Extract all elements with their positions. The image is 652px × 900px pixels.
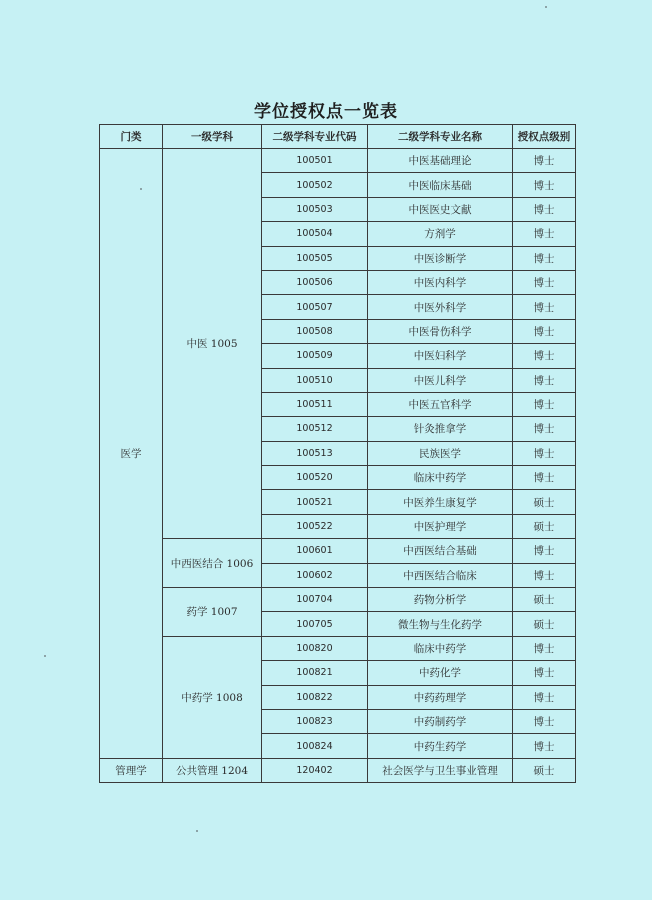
authorization-level-cell: 博士 [513,392,576,416]
subject-name-cell: 微生物与生化药学 [368,612,513,636]
subject-name-cell: 药物分析学 [368,588,513,612]
authorization-level-cell: 硕士 [513,758,576,782]
subject-name-cell: 中医养生康复学 [368,490,513,514]
subject-code-cell: 100704 [262,588,368,612]
table-row [100,149,576,173]
category-cell: 管理学 [100,758,163,782]
authorization-level-cell: 博士 [513,246,576,270]
subject-name-cell: 方剂学 [368,222,513,246]
subject-code-cell: 100510 [262,368,368,392]
first-level-subject-cell: 药学 1007 [163,588,262,637]
table-row [100,588,576,612]
authorization-level-cell: 博士 [513,709,576,733]
subject-name-cell: 中西医结合临床 [368,563,513,587]
subject-name-cell: 中医诊断学 [368,246,513,270]
first-level-subject-cell: 公共管理 1204 [163,758,262,782]
table-row [100,758,576,782]
subject-code-cell: 100822 [262,685,368,709]
header-authorization-level: 授权点级别 [513,125,576,149]
subject-name-cell: 中医护理学 [368,514,513,538]
subject-code-cell: 100521 [262,490,368,514]
subject-code-cell: 100506 [262,270,368,294]
authorization-level-cell: 博士 [513,636,576,660]
subject-name-cell: 中医内科学 [368,270,513,294]
authorization-level-cell: 博士 [513,734,576,758]
subject-name-cell: 中医临床基础 [368,173,513,197]
subject-code-cell: 100504 [262,222,368,246]
authorization-level-cell: 硕士 [513,588,576,612]
subject-code-cell: 100508 [262,319,368,343]
subject-name-cell: 中西医结合基础 [368,539,513,563]
scan-speck [140,188,142,190]
authorization-level-cell: 博士 [513,173,576,197]
first-level-subject-cell: 中西医结合 1006 [163,539,262,588]
subject-code-cell: 100501 [262,149,368,173]
table-body [100,149,576,783]
header-second-level-code: 二级学科专业代码 [262,125,368,149]
scan-speck [44,655,46,657]
subject-code-cell: 100821 [262,661,368,685]
authorization-level-cell: 博士 [513,685,576,709]
first-level-subject-cell: 中药学 1008 [163,636,262,758]
subject-code-cell: 100522 [262,514,368,538]
authorization-level-cell: 博士 [513,295,576,319]
subject-name-cell: 针灸推拿学 [368,417,513,441]
authorization-level-cell: 博士 [513,344,576,368]
subject-code-cell: 100823 [262,709,368,733]
table-row [100,636,576,660]
subject-code-cell: 100513 [262,441,368,465]
subject-name-cell: 社会医学与卫生事业管理 [368,758,513,782]
category-cell: 医学 [100,149,163,759]
authorization-level-cell: 硕士 [513,612,576,636]
subject-name-cell: 中药生药学 [368,734,513,758]
subject-name-cell: 中药药理学 [368,685,513,709]
header-category: 门类 [100,125,163,149]
subject-code-cell: 100705 [262,612,368,636]
subject-code-cell: 100520 [262,466,368,490]
subject-name-cell: 民族医学 [368,441,513,465]
subject-code-cell: 100509 [262,344,368,368]
header-second-level-name: 二级学科专业名称 [368,125,513,149]
subject-name-cell: 中医儿科学 [368,368,513,392]
subject-code-cell: 100512 [262,417,368,441]
authorization-level-cell: 博士 [513,149,576,173]
header-first-level-subject: 一级学科 [163,125,262,149]
authorization-level-cell: 博士 [513,661,576,685]
subject-code-cell: 100507 [262,295,368,319]
subject-code-cell: 100601 [262,539,368,563]
subject-code-cell: 100820 [262,636,368,660]
authorization-level-cell: 博士 [513,441,576,465]
authorization-level-cell: 博士 [513,368,576,392]
authorization-level-cell: 博士 [513,417,576,441]
scan-speck [196,830,198,832]
subject-name-cell: 临床中药学 [368,636,513,660]
subject-code-cell: 120402 [262,758,368,782]
page-title: 学位授权点一览表 [254,102,398,122]
subject-name-cell: 中医妇科学 [368,344,513,368]
first-level-subject-cell: 中医 1005 [163,149,262,539]
authorization-level-cell: 博士 [513,270,576,294]
subject-code-cell: 100824 [262,734,368,758]
authorization-level-cell: 博士 [513,222,576,246]
degree-authorization-table [99,124,576,783]
subject-code-cell: 100505 [262,246,368,270]
authorization-level-cell: 博士 [513,539,576,563]
subject-name-cell: 中医基础理论 [368,149,513,173]
subject-name-cell: 中医五官科学 [368,392,513,416]
authorization-level-cell: 博士 [513,563,576,587]
subject-name-cell: 中医外科学 [368,295,513,319]
subject-name-cell: 中医医史文献 [368,197,513,221]
authorization-level-cell: 硕士 [513,514,576,538]
subject-name-cell: 中药制药学 [368,709,513,733]
subject-code-cell: 100511 [262,392,368,416]
subject-code-cell: 100602 [262,563,368,587]
subject-name-cell: 中药化学 [368,661,513,685]
authorization-level-cell: 博士 [513,197,576,221]
scan-speck [545,6,547,8]
authorization-level-cell: 博士 [513,319,576,343]
subject-name-cell: 中医骨伤科学 [368,319,513,343]
subject-code-cell: 100503 [262,197,368,221]
authorization-level-cell: 博士 [513,466,576,490]
table-header-row [100,125,576,149]
authorization-level-cell: 硕士 [513,490,576,514]
table-row [100,539,576,563]
subject-code-cell: 100502 [262,173,368,197]
subject-name-cell: 临床中药学 [368,466,513,490]
